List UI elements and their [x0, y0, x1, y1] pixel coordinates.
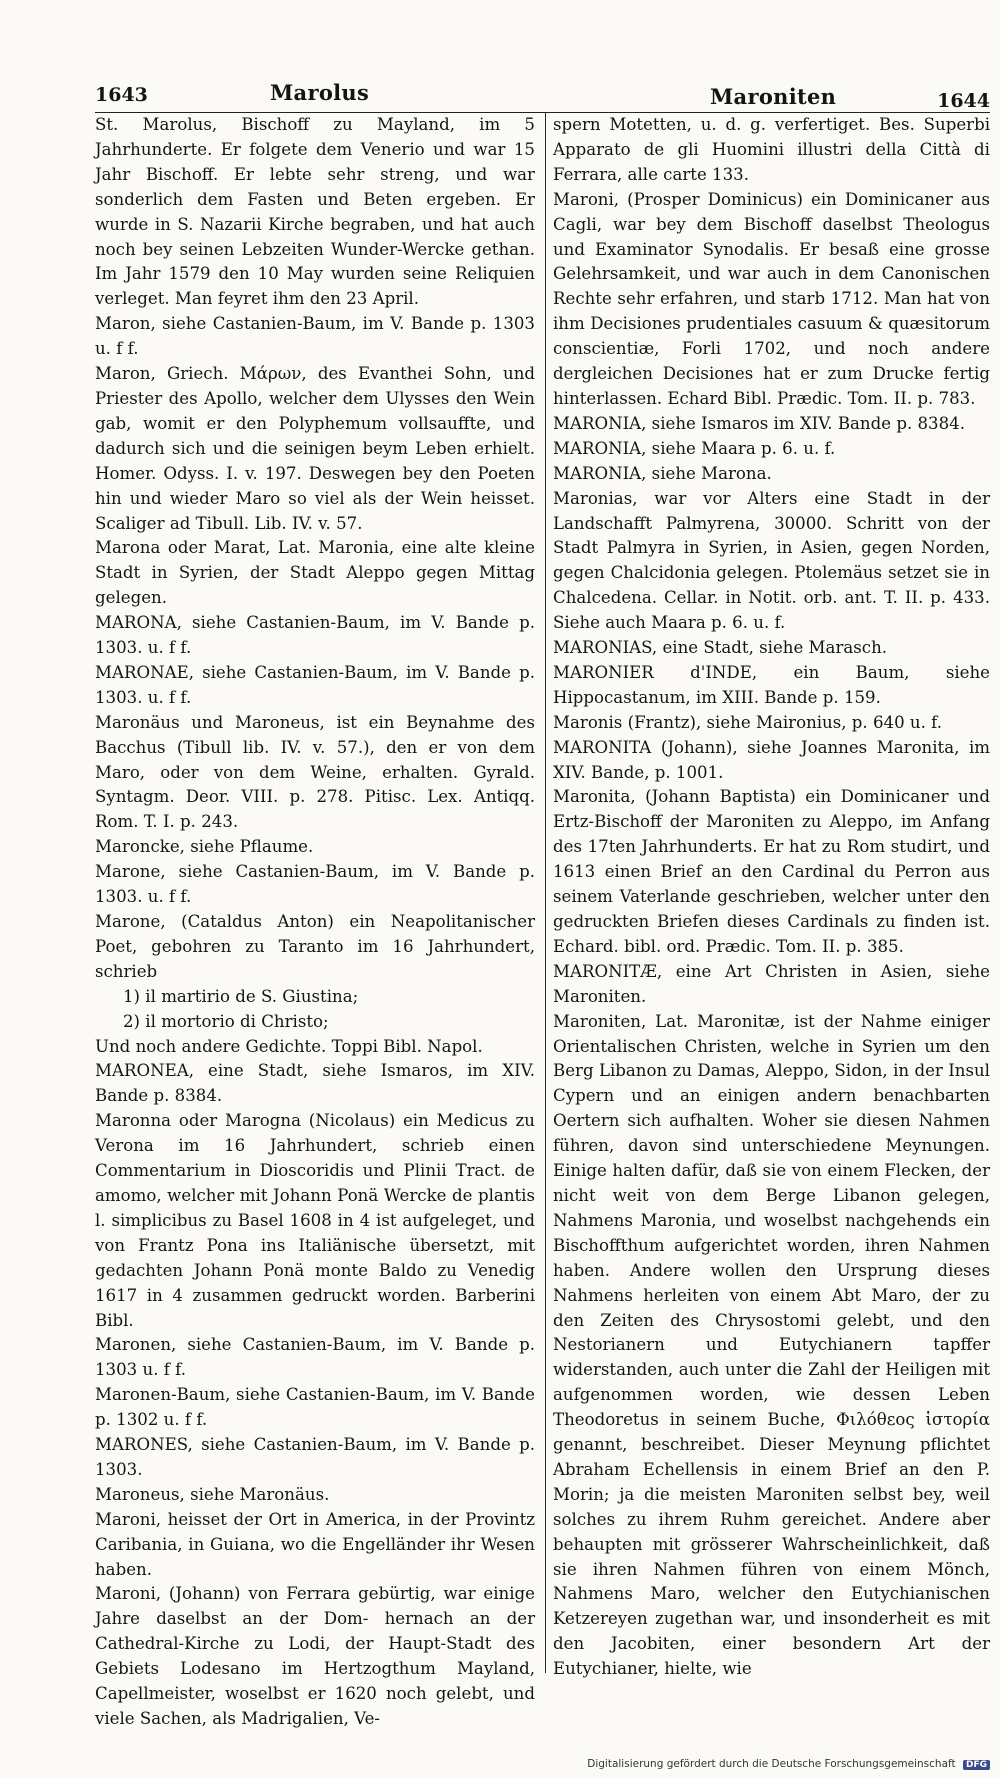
- page-header: [95, 80, 990, 110]
- entry-maron-castanien: Maron, siehe Castanien-Baum, im V. Bande p. 1303 u. f f.: [95, 314, 535, 359]
- entry-maroni-prosper: Maroni, (Prosper Dominicus) ein Dominicaner aus Cagli, war bey dem Bischoff daselbst Theologus und Examinator Synodalis. Er besaß eine grosse Gelehrsamkeit, und war auch in dem Canonischen Rechte sehr erfahren, und starb 1712. Man hat von ihm Decisiones prudentiales casuum & quæsitorum conscientiæ, Forli 1702, und noch andere dergleichen Decisiones hat er zum Drucke fertig hinterlassen. Echard Bibl. Prædic. Tom. II. p. 783.: [553, 189, 990, 408]
- entry-list-item-1: 1) il martirio de S. Giustina;: [123, 986, 359, 1006]
- entry-maronias: MARONIAS, eine Stadt, siehe Marasch.: [553, 638, 888, 658]
- entry-maronita-baptista: Maronita, (Johann Baptista) ein Dominicaner und Ertz-Bischoff der Maroniten zu Aleppo, im Anfang des 17ten Jahrhunderts. Er hat zu Rom studirt, und 1613 einen Brief an den Cardinal du Perron aus seinem Vaterlande geschrieben, welcher unter den gedruckten Briefen dieses Cardinals zu finden ist. Echard. bibl. ord. Prædic. Tom. II. p. 385.: [553, 787, 990, 956]
- entry-gedichte: Und noch andere Gedichte. Toppi Bibl. Napol.: [95, 1036, 483, 1056]
- left-page-number: 1643: [95, 84, 148, 106]
- entry-marone-cataldus: Marone, (Cataldus Anton) ein Neapolitanischer Poet, gebohren zu Taranto im 16 Jahrhundert, schrieb: [95, 912, 535, 981]
- entry-maron-griech: Maron, Griech. Μάρων, des Evanthei Sohn, und Priester des Apollo, welcher dem Ulysses den Wein gab, womit er den Polyphemum vollsauffte, und dadurch sich und die seinigen beym Leben erhielt. Homer. Odyss. I. v. 197. Deswegen bey den Poeten hin und wieder Maro so viel als der Wein heisset. Scaliger ad Tibull. Lib. IV. v. 57.: [95, 364, 535, 533]
- credit-text: Digitalisierung gefördert durch die Deutsche Forschungsgemeinschaft: [587, 1758, 956, 1770]
- dfg-logo: DFG: [963, 1760, 990, 1770]
- entry-marone-castanien: Marone, siehe Castanien-Baum, im V. Bande p. 1303. u. f f.: [95, 862, 535, 907]
- entry-maroni-ort: Maroni, heisset der Ort in America, in der Provintz Caribania, in Guiana, wo die Engelländer ihr Wesen haben.: [95, 1509, 535, 1579]
- entry-marona: MARONA, siehe Castanien-Baum, im V. Bande p. 1303. u. f f.: [95, 613, 535, 658]
- entry-maronias-stadt: Maronias, war vor Alters eine Stadt in der Landschafft Palmyrena, 30000. Schritt von der Stadt Palmyra in Syrien, in Asien, gegen Norden, gegen Chalcidonia gelegen. Ptolemäus setzet sie in Chalcedena. Cellar. in Notit. orb. ant. T. II. p. 433. Siehe auch Maara p. 6. u. f.: [553, 488, 990, 633]
- digitization-credit: [587, 1758, 990, 1770]
- entry-maroncke: Maroncke, siehe Pflaume.: [95, 837, 314, 857]
- entry-continuation: spern Motetten, u. d. g. verfertiget. Bes. Superbi Apparato de gli Huomini illustri della Città di Ferrara, alle carte 133.: [553, 115, 990, 184]
- entry-st-marolus: St. Marolus, Bischoff zu Mayland, im 5 Jahrhunderte. Er folgete dem Venerio und war 15 Jahr Bischoff. Er lebte sehr streng, und war sonderlich dem Fasten und Beten ergeben. Er wurde in S. Nazarii Kirche begraben, und hat auch noch bey seinen Lebzeiten Wunder-Wercke gethan. Im Jahr 1579 den 10 May wurden seine Reliquien verleget. Man feyret ihm den 23 April.: [95, 115, 535, 309]
- entry-maronitae: MARONITÆ, eine Art Christen in Asien, siehe Maroniten.: [553, 961, 990, 1006]
- entry-maronier: MARONIER d'INDE, ein Baum, siehe Hippocastanum, im XIII. Bande p. 159.: [553, 662, 990, 707]
- entry-maronita-johann: MARONITA (Johann), siehe Joannes Maronita, im XIV. Bande, p. 1001.: [553, 737, 990, 782]
- entry-maronen: Maronen, siehe Castanien-Baum, im V. Bande p. 1303 u. f f.: [95, 1335, 535, 1380]
- column-divider: [545, 113, 546, 1673]
- entry-maronia-ismaros: MARONIA, siehe Ismaros im XIV. Bande p. 8384.: [553, 413, 965, 433]
- entry-marones: MARONES, siehe Castanien-Baum, im V. Bande p. 1303.: [95, 1435, 535, 1479]
- entry-marona-stadt: Marona oder Marat, Lat. Maronia, eine alte kleine Stadt in Syrien, der Stadt Aleppo gegen Mittag gelegen.: [95, 538, 535, 608]
- right-column: [553, 113, 990, 1682]
- left-running-title: Marolus: [270, 80, 370, 105]
- entry-maronen-baum: Maronen-Baum, siehe Castanien-Baum, im V. Bande p. 1302 u. f f.: [95, 1385, 535, 1430]
- entry-maroniten: Maroniten, Lat. Maronitæ, ist der Nahme einiger Orientalischen Christen, welche in Syrien um den Berg Libanon zu Damas, Aleppo, Sidon, in der Insul Cypern und an einigen andern benachbarten Oertern sich aufhalten. Woher sie diesen Nahmen führen, davon sind unterschiedene Meynungen. Einige halten dafür, daß sie von einem Flecken, der nicht weit von dem Berge Libanon gelegen, Nahmens Maronia, und woselbst nachgehends ein Bischoffthum aufgerichtet worden, ihren Nahmen haben. Andere wollen den Ursprung dieses Nahmens herleiten von einem Abt Maro, der zu den Zeiten des Chrysostomi gelebt, und den Nestorianern und Eutychianern tapffer widerstanden, auch unter die Zahl der Heiligen mit aufgenommen worden, wie dessen Leben Theodoretus in seinem Buche, Φιλόθεος ἱστορία genannt, beschreibet. Dieser Meynung pflichtet Abraham Echellensis in einem Brief an den P. Morin; ja die meisten Maroniten selbst bey, weil solches zu ihrem Ruhm gereichet. Andere aber behaupten mit grösserer Wahrscheinlichkeit, daß sie ihren Nahmen führen von einem Mönch, Nahmens Maro, welcher den Eutychianischen Ketzereyen zugethan war, und insonderheit es mit den Jacobiten, einer besondern Art der Eutychianer, hielte, wie: [553, 1011, 990, 1679]
- right-running-title: Maroniten: [710, 84, 837, 109]
- left-column: [95, 113, 535, 1732]
- right-page-number: 1644: [937, 90, 990, 112]
- entry-maronia-maara: MARONIA, siehe Maara p. 6. u. f.: [553, 438, 836, 458]
- entry-maronea: MARONEA, eine Stadt, siehe Ismaros, im XIV. Bande p. 8384.: [95, 1061, 535, 1106]
- entry-maronae: MARONAE, siehe Castanien-Baum, im V. Bande p. 1303. u. f f.: [95, 662, 535, 707]
- entry-maroni-johann: Maroni, (Johann) von Ferrara gebürtig, war einige Jahre daselbst an der Dom- hernach an der Cathedral-Kirche zu Lodi, der Haupt-Stadt des Gebiets Lodesano im Hertzogthum Mayland, Capellmeister, woselbst er 1620 noch gelebt, und viele Sachen, als Madrigalien, Ve-: [95, 1584, 535, 1728]
- entry-list-item-2: 2) il mortorio di Christo;: [123, 1011, 329, 1031]
- entry-maroneus: Maroneus, siehe Maronäus.: [95, 1484, 330, 1504]
- entry-maronia-marona: MARONIA, siehe Marona.: [553, 463, 772, 483]
- entry-maronis: Maronis (Frantz), siehe Maironius, p. 640 u. f.: [553, 712, 942, 732]
- entry-maronaeus: Maronäus und Maroneus, ist ein Beynahme des Bacchus (Tibull lib. IV. v. 57.), den er von dem Maro, oder von dem Weine, erhalten. Gyrald. Syntagm. Deor. VIII. p. 278. Pitisc. Lex. Antiqq. Rom. T. I. p. 243.: [95, 712, 535, 832]
- entry-maronna: Maronna oder Marogna (Nicolaus) ein Medicus zu Verona im 16 Jahrhundert, schrieb einen Commentarium in Dioscoridis und Plinii Tract. de amomo, welcher mit Johann Ponä Wercke de plantis l. simplicibus zu Basel 1608 in 4 ist aufgeleget, und von Frantz Pona ins Italiänische übersetzt, mit gedachten Johann Ponä monte Baldo zu Venedig 1617 in 4 zusammen gedruckt worden. Barberini Bibl.: [95, 1111, 535, 1330]
